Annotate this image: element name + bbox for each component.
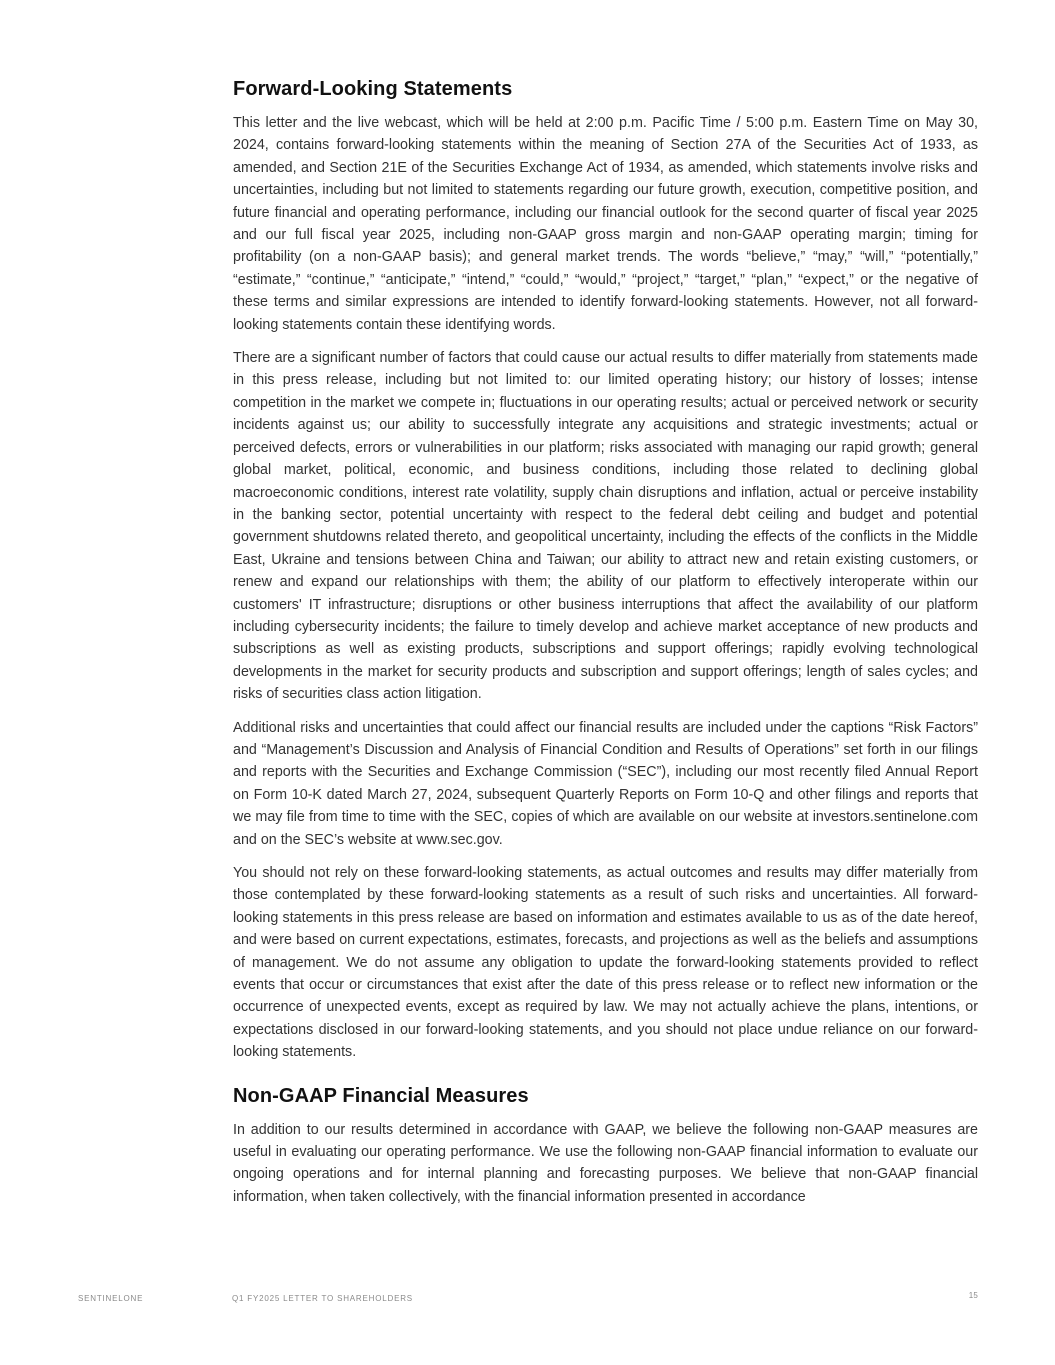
footer-brand: SENTINELONE <box>78 1294 144 1303</box>
paragraph-forward-looking-3: Additional risks and uncertainties that could affect our financial results are included under the captions “Risk Factors” and “Management’s Discussion and Analysis of Financial Condition and Results of Operations” set forth in our filings and reports with the Securities and Exchange Commission (“SEC”), including our most recently filed Annual Report on Form 10-K dated March 27, 2024, subsequent Quarterly Reports on Form 10-Q and other filings and reports that we may file from time to time with the SEC, copies of which are available on our website at investors.sentinelone.com and on the SEC’s website at www.sec.gov. <box>233 719 978 848</box>
page-footer <box>0 1291 1055 1307</box>
page-number: 15 <box>968 1291 978 1300</box>
footer-document-title: Q1 FY2025 LETTER TO SHAREHOLDERS <box>232 1294 413 1303</box>
paragraph-forward-looking-1: This letter and the live webcast, which will be held at 2:00 p.m. Pacific Time / 5:00 p.m. Eastern Time on May 30, 2024, contains forward-looking statements within the meaning of Section 27A of the Securities Act of 1933, as amended, and Section 21E of the Securities Exchange Act of 1934, as amended, which statements involve risks and uncertainties, including but not limited to statements regarding our future growth, execution, competitive position, and future financial and operating performance, including our financial outlook for the second quarter of fiscal year 2025 and our full fiscal year 2025, including non-GAAP gross margin and non-GAAP operating margin; timing for profitability (on a non-GAAP basis); and general market trends. The words “believe,” “may,” “will,” “potentially,” “estimate,” “continue,” “anticipate,” “intend,” “could,” “would,” “project,” “target,” “plan,” “expect,” or the negative of these terms and similar expressions are intended to identify forward-looking statements. However, not all forward-looking statements contain these identifying words. <box>233 115 978 333</box>
section-heading-non-gaap: Non-GAAP Financial Measures <box>233 1084 529 1107</box>
section-heading-forward-looking: Forward-Looking Statements <box>233 78 513 100</box>
paragraph-non-gaap-1: In addition to our results determined in accordance with GAAP, we believe the following non-GAAP measures are useful in evaluating our operating performance. We use the following non-GAAP financial information to evaluate our ongoing operations and for internal planning and forecasting purposes. We believe that non-GAAP financial information, when taken collectively, with the financial information presented in accordance <box>233 1121 978 1205</box>
paragraph-forward-looking-4: You should not rely on these forward-looking statements, as actual outcomes and results may differ materially from those contemplated by these forward-looking statements as a result of such risks and uncertainties. All forward-looking statements in this press release are based on information and estimates available to us as of the date hereof, and were based on current expectations, estimates, forecasts, and projections as well as the beliefs and assumptions of management. We do not assume any obligation to update the forward-looking statements provided to reflect events that occur or circumstances that exist after the date of this press release or to reflect new information or the occurrence of unexpected events, except as required by law. We may not actually achieve the plans, intentions, or expectations disclosed in our forward-looking statements, and you should not place undue reliance on our forward-looking statements. <box>233 865 978 1061</box>
paragraph-forward-looking-2: There are a significant number of factors that could cause our actual results to differ materially from statements made in this press release, including but not limited to: our limited operating history; our history of losses; intense competition in the market we compete in; fluctuations in our operating results; actual or perceived network or security incidents against us; our ability to successfully integrate any acquisitions and strategic investments; actual or perceived defects, errors or vulnerabilities in our platform; risks associated with managing our rapid growth; general global market, political, economic, and business conditions, including those related to declining global macroeconomic conditions, interest rate volatility, supply chain disruptions and inflation, actual or perceive instability in the banking sector, potential uncertainty with respect to the federal debt ceiling and budget and potential government shutdowns related thereto, and geopolitical uncertainty, including the effects of the conflicts in the Middle East, Ukraine and tensions between China and Taiwan; our ability to attract new and retain existing customers, or renew and expand our relationships with them; the ability of our platform to effectively interoperate within our customers' IT infrastructure; disruptions or other business interruptions that affect the availability of our platform including cybersecurity incidents; the failure to timely develop and achieve market acceptance of new products and subscriptions as well as existing products, subscriptions and support offerings; rapidly evolving technological developments in the market for security products and subscription and support offerings; length of sales cycles; and risks of securities class action litigation. <box>233 350 978 703</box>
document-body <box>233 76 978 1219</box>
